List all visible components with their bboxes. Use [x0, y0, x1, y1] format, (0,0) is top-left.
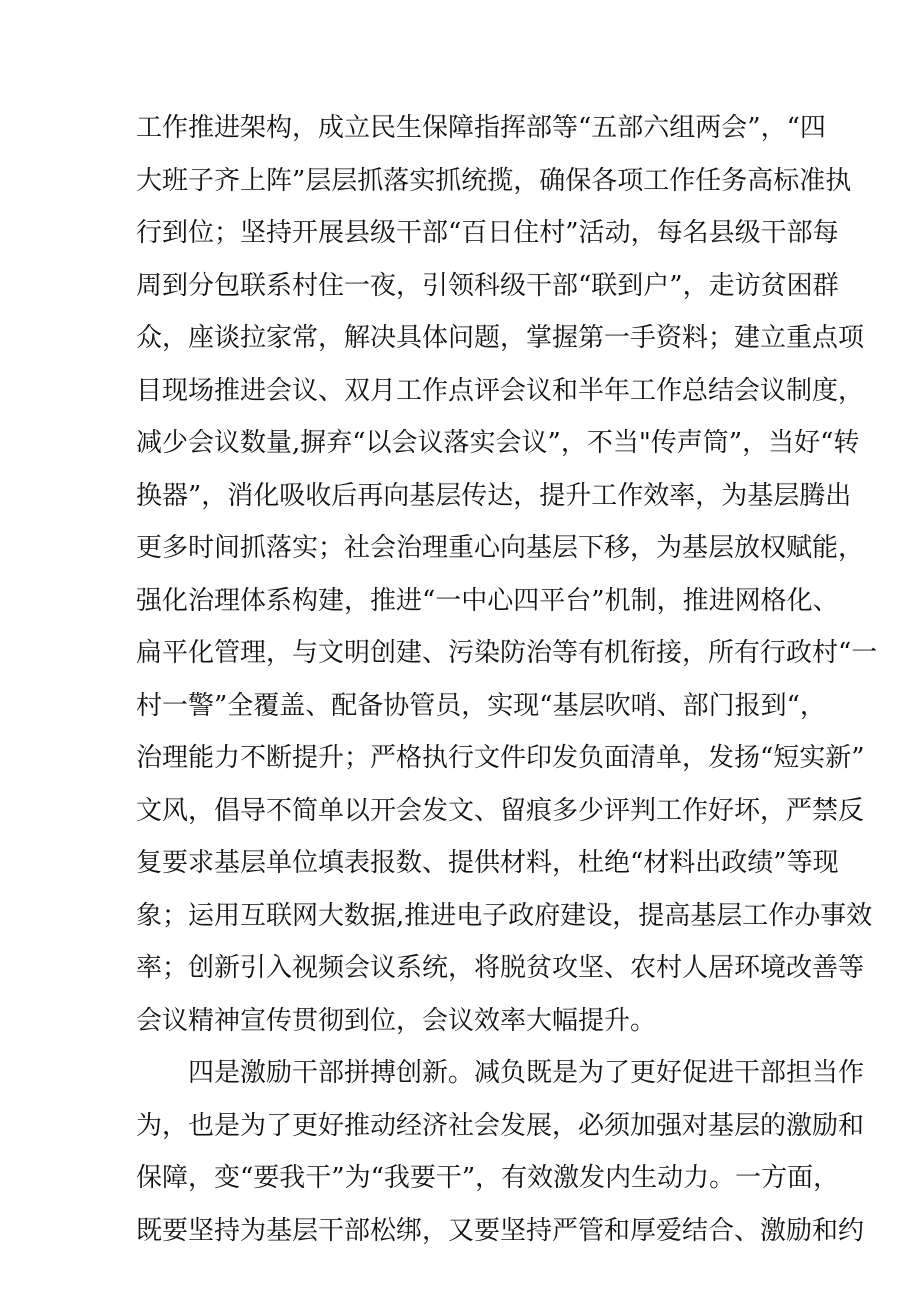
text-line: 目现场推进会议、双月工作点评会议和半年工作总结会议制度， [136, 375, 865, 406]
text-line: 众，座谈拉家常，解决具体问题，掌握第一手资料；建立重点项 [136, 323, 865, 353]
text-line: 为，也是为了更好推动经济社会发展，必须加强对基层的激励和 [136, 1110, 865, 1141]
text-line-last: 会议精神宣传贯彻到位，会议效率大幅提升。 [136, 1005, 657, 1036]
text-line: 扁平化管理，与文明创建、污染防治等有机衔接，所有行政村“一 [136, 638, 878, 668]
text-line: 村一警”全覆盖、配备协管员，实现“基层吹哨、部门报到“， [136, 690, 826, 721]
text-line: 换器”，消化吸收后再向基层传达，提升工作效率，为基层腾出 [136, 480, 852, 511]
text-line: 象；运用互联网大数据,推进电子政府建设，提高基层工作办事效 [136, 900, 873, 931]
text-line: 率；创新引入视频会议系统，将脱贫攻坚、农村人居环境改善等 [136, 953, 865, 983]
text-line: 治理能力不断提升；严格执行文件印发负面清单，发扬“短实新” [136, 743, 865, 773]
paragraph-2 [136, 1047, 865, 1257]
paragraph-1 [136, 102, 878, 1047]
text-line: 保障，变“要我干”为“我要干”，有效激发内生动力。一方面， [136, 1163, 840, 1193]
text-line: 更多时间抓落实；社会治理重心向基层下移，为基层放权赋能， [136, 533, 865, 563]
text-line: 文风，倡导不简单以开会发文、留痕多少评判工作好坏，严禁反 [136, 795, 865, 826]
text-line: 复要求基层单位填表报数、提供材料，杜绝“材料出政绩”等现 [136, 848, 839, 878]
text-line: 工作推进架构，成立民生保障指挥部等“五部六组两会”，“四 [136, 113, 826, 143]
text-line: 周到分包联系村住一夜，引领科级干部“联到户”，走访贫困群 [136, 270, 839, 301]
body-text [136, 102, 878, 1257]
text-line-first: 四是激励干部拼搏创新。减负既是为了更好促进干部担当作 [188, 1058, 865, 1088]
text-line: 减少会议数量,摒弃“以会议落实会议”，不当"传声筒”，当好“转 [136, 428, 860, 458]
text-line: 大班子齐上阵”层层抓落实抓统揽，确保各项工作任务高标准执 [136, 165, 852, 196]
text-line: 行到位；坚持开展县级干部“百日住村”活动，每名县级干部每 [136, 218, 839, 248]
text-line: 强化治理体系构建，推进“一中心四平台”机制，推进网格化、 [136, 585, 839, 616]
text-line: 既要坚持为基层干部松绑，又要坚持严管和厚爱结合、激励和约 [136, 1215, 865, 1246]
